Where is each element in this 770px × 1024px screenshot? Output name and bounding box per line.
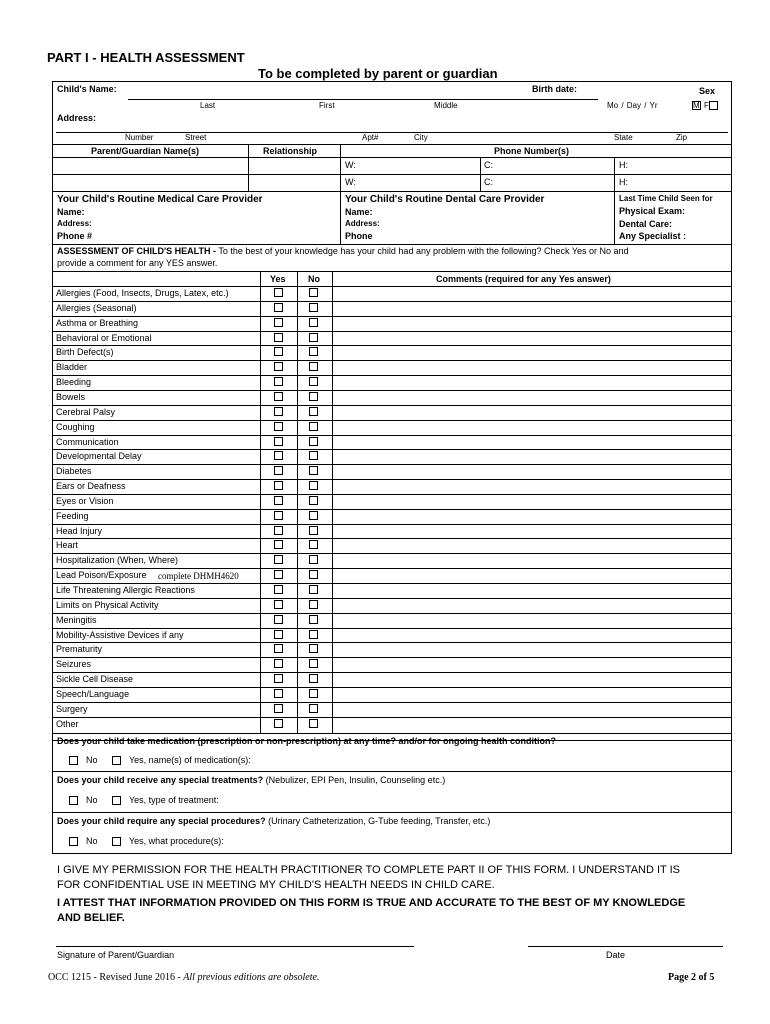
condition-comment-field[interactable] <box>333 376 731 390</box>
condition-yes-checkbox[interactable] <box>274 347 283 356</box>
condition-comment-field[interactable] <box>333 510 731 524</box>
procedure-question <box>57 817 490 826</box>
condition-label: Head Injury <box>56 525 103 536</box>
signature-label: Signature of Parent/Guardian <box>57 950 175 960</box>
sex-m-label: M <box>693 101 700 110</box>
assessment-instructions-2: provide a comment for any YES answer. <box>57 258 218 268</box>
condition-row-rule <box>52 568 732 569</box>
form-footer <box>48 973 319 983</box>
condition-row-rule <box>52 628 732 629</box>
condition-no-checkbox[interactable] <box>309 555 318 564</box>
condition-row-rule <box>52 316 732 317</box>
guardian-top-rule <box>52 144 732 145</box>
permission-line-1: I GIVE MY PERMISSION FOR THE HEALTH PRACTITIONER TO COMPLETE PART II OF THIS FORM. I UNDERSTAND IT IS <box>57 864 681 876</box>
treatment-question-examples: (Nebulizer, EPI Pen, Insulin, Counseling etc.) <box>263 775 446 785</box>
condition-comment-field[interactable] <box>333 361 731 375</box>
condition-yes-checkbox[interactable] <box>274 526 283 535</box>
child-name-label: Child's Name: <box>57 84 117 94</box>
cell-phone-label: C: <box>484 160 493 170</box>
condition-label: Lead Poison/Exposure <box>56 570 147 581</box>
condition-no-checkbox[interactable] <box>309 377 318 386</box>
condition-yes-checkbox[interactable] <box>274 333 283 342</box>
condition-label: Seizures <box>56 659 92 670</box>
condition-label: Diabetes <box>56 466 92 477</box>
condition-yes-checkbox[interactable] <box>274 555 283 564</box>
condition-no-checkbox[interactable] <box>309 600 318 609</box>
medical-provider-address: Address: <box>57 219 92 228</box>
condition-no-checkbox[interactable] <box>309 704 318 713</box>
condition-yes-checkbox[interactable] <box>274 585 283 594</box>
condition-label: Speech/Language <box>56 688 130 699</box>
condition-no-checkbox[interactable] <box>309 526 318 535</box>
guardian-col-divider <box>248 144 249 191</box>
condition-yes-checkbox[interactable] <box>274 600 283 609</box>
provider-col-divider <box>340 191 341 244</box>
condition-label: Sickle Cell Disease <box>56 674 134 685</box>
last-seen-title: Last Time Child Seen for <box>619 194 713 203</box>
condition-row-rule <box>52 405 732 406</box>
condition-no-checkbox[interactable] <box>309 511 318 520</box>
condition-no-checkbox[interactable] <box>309 585 318 594</box>
condition-label: Prematurity <box>56 644 103 655</box>
condition-comment-field[interactable] <box>333 703 731 717</box>
condition-row-rule <box>52 494 732 495</box>
condition-no-checkbox[interactable] <box>309 496 318 505</box>
condition-label: Birth Defect(s) <box>56 347 114 358</box>
condition-row-rule <box>52 509 732 510</box>
condition-yes-checkbox[interactable] <box>274 615 283 624</box>
date-format-hint: Mo / Day / Yr <box>607 101 658 110</box>
condition-yes-checkbox[interactable] <box>274 407 283 416</box>
medical-provider-name: Name: <box>57 207 85 217</box>
condition-comment-field[interactable] <box>333 436 731 450</box>
condition-comment-field[interactable] <box>333 450 731 464</box>
condition-label: Hospitalization (When, Where) <box>56 555 179 566</box>
condition-yes-checkbox[interactable] <box>274 318 283 327</box>
guardian-col-divider <box>340 144 341 191</box>
condition-comment-field[interactable] <box>333 406 731 420</box>
condition-row-rule <box>52 687 732 688</box>
condition-comment-field[interactable] <box>333 643 731 657</box>
condition-row-rule <box>52 360 732 361</box>
condition-row-rule <box>52 657 732 658</box>
address-apt-hint: Apt# <box>362 133 379 142</box>
treatment-no-label: No <box>86 795 98 805</box>
treatment-yes-label: Yes, type of treatment: <box>129 795 219 805</box>
sex-label: Sex <box>699 86 716 96</box>
condition-row-rule <box>52 613 732 614</box>
procedure-question-text: Does your child require any special procedures? <box>57 816 266 826</box>
last-specialist-label: Any Specialist : <box>619 231 687 241</box>
condition-row-rule <box>52 717 732 718</box>
condition-comment-field[interactable] <box>333 718 731 732</box>
condition-comment-field[interactable] <box>333 614 731 628</box>
condition-comment-field[interactable] <box>333 346 731 360</box>
condition-label: Heart <box>56 540 79 551</box>
condition-label: Behavioral or Emotional <box>56 332 152 343</box>
procedure-yes-checkbox[interactable] <box>112 837 121 846</box>
questions-frame <box>52 733 732 853</box>
birth-date-label: Birth date: <box>532 84 577 94</box>
condition-comment-field[interactable] <box>333 673 731 687</box>
lead-note: complete DHMH4620 <box>158 571 239 581</box>
condition-row-rule <box>52 375 732 376</box>
condition-label: Communication <box>56 436 119 447</box>
condition-comment-field[interactable] <box>333 391 731 405</box>
condition-yes-checkbox[interactable] <box>274 719 283 728</box>
dental-provider-phone: Phone <box>345 231 373 241</box>
condition-label: Asthma or Breathing <box>56 317 139 328</box>
cell-phone-label: C: <box>484 177 493 187</box>
sex-f-checkbox[interactable] <box>709 101 718 110</box>
condition-yes-checkbox[interactable] <box>274 466 283 475</box>
condition-row-rule <box>52 642 732 643</box>
guardian-bottom-rule <box>52 191 732 192</box>
attest-line-2: AND BELIEF. <box>57 912 125 924</box>
condition-label: Bowels <box>56 391 86 402</box>
condition-comment-field[interactable] <box>333 465 731 479</box>
condition-yes-checkbox[interactable] <box>274 303 283 312</box>
condition-label: Surgery <box>56 703 88 714</box>
phone-header: Phone Number(s) <box>494 146 570 156</box>
condition-label: Allergies (Seasonal) <box>56 302 137 313</box>
condition-label: Ears or Deafness <box>56 481 126 492</box>
condition-row-rule <box>52 553 732 554</box>
medication-no-label: No <box>86 755 98 765</box>
condition-no-checkbox[interactable] <box>309 630 318 639</box>
dental-provider-title: Your Child's Routine Dental Care Provider <box>345 194 545 205</box>
condition-label: Coughing <box>56 421 95 432</box>
condition-row-rule <box>52 583 732 584</box>
assessment-title: ASSESSMENT OF CHILD'S HEALTH - <box>57 246 216 256</box>
address-zip-hint: Zip <box>676 133 688 142</box>
condition-comment-field[interactable] <box>333 332 731 346</box>
condition-yes-checkbox[interactable] <box>274 288 283 297</box>
procedure-rule <box>52 853 732 854</box>
condition-no-checkbox[interactable] <box>309 481 318 490</box>
dental-provider-name: Name: <box>345 207 373 217</box>
condition-comment-field[interactable] <box>333 599 731 613</box>
work-phone-label: W: <box>345 177 356 187</box>
condition-no-checkbox[interactable] <box>309 362 318 371</box>
condition-no-checkbox[interactable] <box>309 644 318 653</box>
condition-no-checkbox[interactable] <box>309 689 318 698</box>
treatment-question <box>57 776 445 785</box>
condition-comment-field[interactable] <box>333 421 731 435</box>
condition-row-rule <box>52 420 732 421</box>
guardian-col-divider <box>614 157 615 191</box>
treatment-yes-checkbox[interactable] <box>112 796 121 805</box>
date-field[interactable] <box>528 946 723 947</box>
address-state-hint: State <box>614 133 633 142</box>
last-name-hint: Last <box>200 101 216 110</box>
treatment-rule <box>52 812 732 813</box>
last-physical-label: Physical Exam: <box>619 206 686 216</box>
condition-row-rule <box>52 524 732 525</box>
medication-question <box>57 737 556 746</box>
condition-comment-field[interactable] <box>333 554 731 568</box>
condition-label: Life Threatening Allergic Reactions <box>56 585 195 595</box>
condition-comment-field[interactable] <box>333 658 731 672</box>
condition-yes-checkbox[interactable] <box>274 630 283 639</box>
page-number: Page 2 of 5 <box>668 972 715 983</box>
condition-no-checkbox[interactable] <box>309 288 318 297</box>
home-phone-label: H: <box>619 160 628 170</box>
condition-yes-checkbox[interactable] <box>274 570 283 579</box>
address-city-hint: City <box>414 133 428 142</box>
condition-row-rule <box>52 390 732 391</box>
last-dental-label: Dental Care: <box>619 219 673 229</box>
condition-no-checkbox[interactable] <box>309 407 318 416</box>
condition-label: Bladder <box>56 362 88 373</box>
condition-row-rule <box>52 538 732 539</box>
condition-comment-field[interactable] <box>333 584 731 598</box>
condition-row-rule <box>52 479 732 480</box>
treatment-question-text: Does your child receive any special treatments? <box>57 775 264 785</box>
condition-row-rule <box>52 301 732 302</box>
condition-yes-checkbox[interactable] <box>274 511 283 520</box>
first-name-hint: First <box>319 101 335 110</box>
condition-yes-checkbox[interactable] <box>274 451 283 460</box>
no-header: No <box>308 274 320 284</box>
assessment-header-top-rule <box>52 271 732 272</box>
condition-no-checkbox[interactable] <box>309 318 318 327</box>
revision-date: June 2016 - <box>131 972 184 983</box>
middle-name-hint: Middle <box>434 101 458 110</box>
condition-no-checkbox[interactable] <box>309 615 318 624</box>
procedure-no-label: No <box>86 836 98 846</box>
condition-comment-field[interactable] <box>333 688 731 702</box>
condition-no-checkbox[interactable] <box>309 437 318 446</box>
condition-yes-checkbox[interactable] <box>274 704 283 713</box>
procedure-question-examples: (Urinary Catheterization, G-Tube feeding, Transfer, etc.) <box>265 816 491 826</box>
condition-row-rule <box>52 331 732 332</box>
procedure-yes-label: Yes, what procedure(s): <box>129 836 224 846</box>
procedure-no-checkbox[interactable] <box>69 837 78 846</box>
condition-label: Eyes or Vision <box>56 495 114 506</box>
condition-label: Developmental Delay <box>56 451 142 462</box>
condition-yes-checkbox[interactable] <box>274 659 283 668</box>
relationship-header: Relationship <box>263 146 318 156</box>
dental-provider-address: Address: <box>345 219 380 228</box>
condition-row-rule <box>52 702 732 703</box>
condition-label: Limits on Physical Activity <box>56 599 159 610</box>
condition-yes-checkbox[interactable] <box>274 540 283 549</box>
condition-row-rule <box>52 449 732 450</box>
condition-row-rule <box>52 598 732 599</box>
condition-no-checkbox[interactable] <box>309 303 318 312</box>
condition-no-checkbox[interactable] <box>309 659 318 668</box>
condition-no-checkbox[interactable] <box>309 333 318 342</box>
condition-yes-checkbox[interactable] <box>274 644 283 653</box>
condition-no-checkbox[interactable] <box>309 674 318 683</box>
condition-comment-field[interactable] <box>333 569 731 583</box>
obsolete-notice: All previous editions are obsolete. <box>183 972 320 983</box>
condition-row-rule <box>52 345 732 346</box>
condition-yes-checkbox[interactable] <box>274 689 283 698</box>
condition-comment-field[interactable] <box>333 495 731 509</box>
condition-yes-checkbox[interactable] <box>274 674 283 683</box>
yes-header: Yes <box>270 274 286 284</box>
condition-label: Bleeding <box>56 377 92 388</box>
sex-f-label: F <box>704 101 709 110</box>
address-label: Address: <box>57 113 97 123</box>
condition-no-checkbox[interactable] <box>309 422 318 431</box>
treatment-no-checkbox[interactable] <box>69 796 78 805</box>
signature-field[interactable] <box>56 946 414 947</box>
condition-yes-checkbox[interactable] <box>274 362 283 371</box>
assessment-intro <box>57 247 629 256</box>
condition-label: Allergies (Food, Insects, Drugs, Latex, etc.) <box>56 288 229 298</box>
home-phone-label: H: <box>619 177 628 187</box>
condition-col-divider <box>260 271 261 733</box>
provider-col-divider <box>614 191 615 244</box>
condition-label: Cerebral Palsy <box>56 406 116 417</box>
condition-no-checkbox[interactable] <box>309 347 318 356</box>
condition-yes-checkbox[interactable] <box>274 377 283 386</box>
form-code: OCC 1215 - Revised <box>48 972 132 983</box>
condition-no-checkbox[interactable] <box>309 451 318 460</box>
medication-rule <box>52 771 732 772</box>
condition-yes-checkbox[interactable] <box>274 496 283 505</box>
condition-comment-field[interactable] <box>333 287 731 301</box>
attest-line-1: I ATTEST THAT INFORMATION PROVIDED ON THIS FORM IS TRUE AND ACCURATE TO THE BEST OF MY KNOWLEDGE <box>57 897 686 909</box>
page-title: PART I - HEALTH ASSESSMENT <box>47 50 245 65</box>
assessment-instructions: To the best of your knowledge has your child had any problem with the following? Check Yes or No and <box>215 246 629 256</box>
condition-comment-field[interactable] <box>333 302 731 316</box>
condition-no-checkbox[interactable] <box>309 570 318 579</box>
condition-row-rule <box>52 464 732 465</box>
medical-provider-title: Your Child's Routine Medical Care Provider <box>57 194 263 205</box>
condition-yes-checkbox[interactable] <box>274 422 283 431</box>
condition-label: Mobility-Assistive Devices if any <box>56 629 184 640</box>
condition-label: Feeding <box>56 510 89 521</box>
condition-no-checkbox[interactable] <box>309 392 318 401</box>
guardian-row-rule <box>52 174 732 175</box>
address-number-hint: Number <box>125 133 154 142</box>
work-phone-label: W: <box>345 160 356 170</box>
permission-line-2: FOR CONFIDENTIAL USE IN MEETING MY CHILD'S HEALTH NEEDS IN CHILD CARE. <box>57 879 495 891</box>
condition-row-rule <box>52 435 732 436</box>
guardian-header-rule <box>52 157 732 158</box>
medical-provider-phone: Phone # <box>57 231 93 241</box>
condition-label: Other <box>56 718 79 729</box>
condition-row-rule <box>52 672 732 673</box>
condition-comment-field[interactable] <box>333 480 731 494</box>
condition-comment-field[interactable] <box>333 539 731 553</box>
condition-comment-field[interactable] <box>333 525 731 539</box>
condition-no-checkbox[interactable] <box>309 719 318 728</box>
page-subtitle: To be completed by parent or guardian <box>258 66 498 81</box>
medication-yes-checkbox[interactable] <box>112 756 121 765</box>
condition-comment-field[interactable] <box>333 317 731 331</box>
medication-yes-label: Yes, name(s) of medication(s): <box>129 755 251 765</box>
condition-yes-checkbox[interactable] <box>274 437 283 446</box>
date-label: Date <box>606 950 626 960</box>
condition-comment-field[interactable] <box>333 629 731 643</box>
child-name-field[interactable] <box>128 99 598 100</box>
comments-header: Comments (required for any Yes answer) <box>436 274 611 284</box>
condition-no-checkbox[interactable] <box>309 540 318 549</box>
medication-no-checkbox[interactable] <box>69 756 78 765</box>
provider-bottom-rule <box>52 244 732 245</box>
condition-yes-checkbox[interactable] <box>274 392 283 401</box>
guardian-name-header: Parent/Guardian Name(s) <box>91 146 200 156</box>
guardian-col-divider <box>480 157 481 191</box>
yes-col-divider <box>297 271 298 733</box>
address-street-hint: Street <box>185 133 207 142</box>
condition-no-checkbox[interactable] <box>309 466 318 475</box>
medication-question-text: Does your child take medication (prescription or non-prescription) at any time? and/or for ongoing health condition? <box>57 736 557 746</box>
condition-yes-checkbox[interactable] <box>274 481 283 490</box>
condition-label: Meningitis <box>56 614 97 625</box>
